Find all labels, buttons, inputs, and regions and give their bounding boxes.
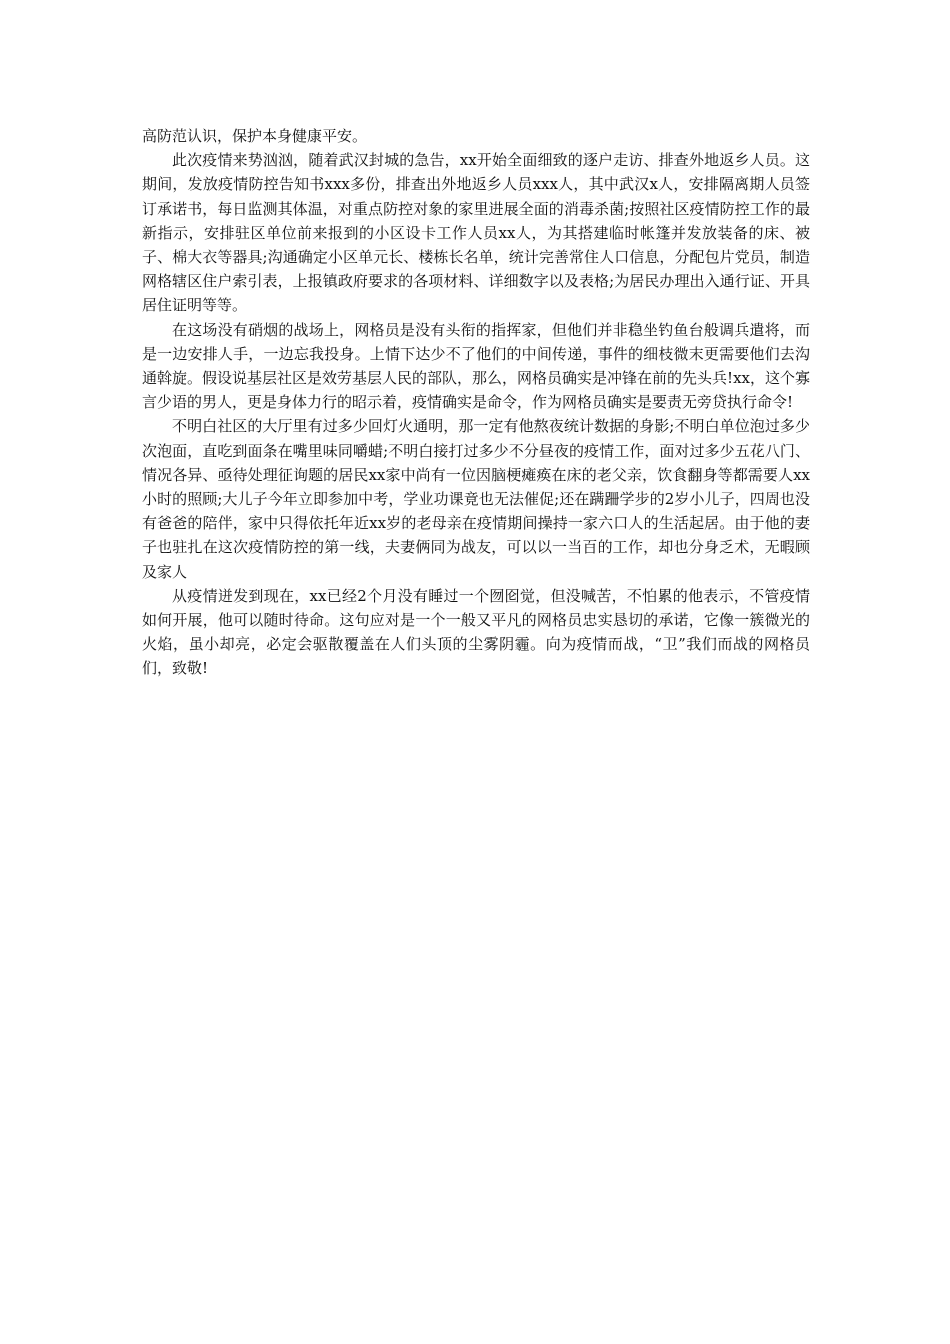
paragraph-continuation: 高防范认识，保护本身健康平安。: [142, 127, 368, 145]
document-body: [142, 124, 810, 681]
paragraph-epidemic-response: 此次疫情来势汹汹，随着武汉封城的急告，xx开始全面细致的逐户走访、排查外地返乡人员。这期间，发放疫情防控告知书xxx多份，排查出外地返乡人员xxx人，其中武汉x人，安排隔离期人员签订承诺书，每日监测其体温，对重点防控对象的家里进展全面的消毒杀菌;按照社区疫情防控工作的最新指示，安排驻区单位前来报到的小区设卡工作人员xx人，为其搭建临时帐篷并发放装备的床、被子、棉大衣等器具;沟通确定小区单元长、楼栋长名单，统计完善常住人口信息，分配包片党员，制造网格辖区住户索引表，上报镇政府要求的各项材料、详细数字以及表格;为居民办理出入通行证、开具居住证明等等。: [142, 151, 810, 315]
paragraph-personal-sacrifice: 不明白社区的大厅里有过多少回灯火通明，那一定有他熬夜统计数据的身影;不明白单位泡过多少次泡面，直吃到面条在嘴里味同嚼蜡;不明白接打过多少不分昼夜的疫情工作，面对过多少五花八门、情况各异、亟待处理征询题的居民xx家中尚有一位因脑梗瘫痪在床的老父亲，饮食翻身等都需要人xx小时的照顾;大儿子今年立即参加中考，学业功课竟也无法催促;还在蹒跚学步的2岁小儿子，四周也没有爸爸的陪伴，家中只得依托年近xx岁的老母亲在疫情期间操持一家六口人的生活起居。由于他的妻子也驻扎在这次疫情防控的第一线，夫妻俩同为战友，可以以一当百的工作，却也分身乏术，无暇顾及家人: [142, 417, 810, 581]
paragraph-grid-worker-role: 在这场没有硝烟的战场上，网格员是没有头衔的指挥家，但他们并非稳坐钓鱼台般调兵遣将，而是一边安排人手，一边忘我投身。上情下达少不了他们的中间传递，事件的细枝微末更需要他们去沟通斡旋。假设说基层社区是效劳基层人民的部队，那么，网格员确实是冲锋在前的先头兵!xx，这个寡言少语的男人，更是身体力行的昭示着，疫情确实是命令，作为网格员确实是要责无旁贷执行命令!: [142, 320, 810, 412]
paragraph-tribute: 从疫情迸发到现在，xx已经2个月没有睡过一个囫囵觉，但没喊苦，不怕累的他表示，不管疫情如何开展，他可以随时待命。这句应对是一个一般又平凡的网格员忠实恳切的承诺，它像一簇微光的火焰，虽小却亮，必定会驱散覆盖在人们头顶的尘雾阴霾。向为疫情而战，“卫”我们而战的网格员们，致敬!: [142, 586, 810, 678]
